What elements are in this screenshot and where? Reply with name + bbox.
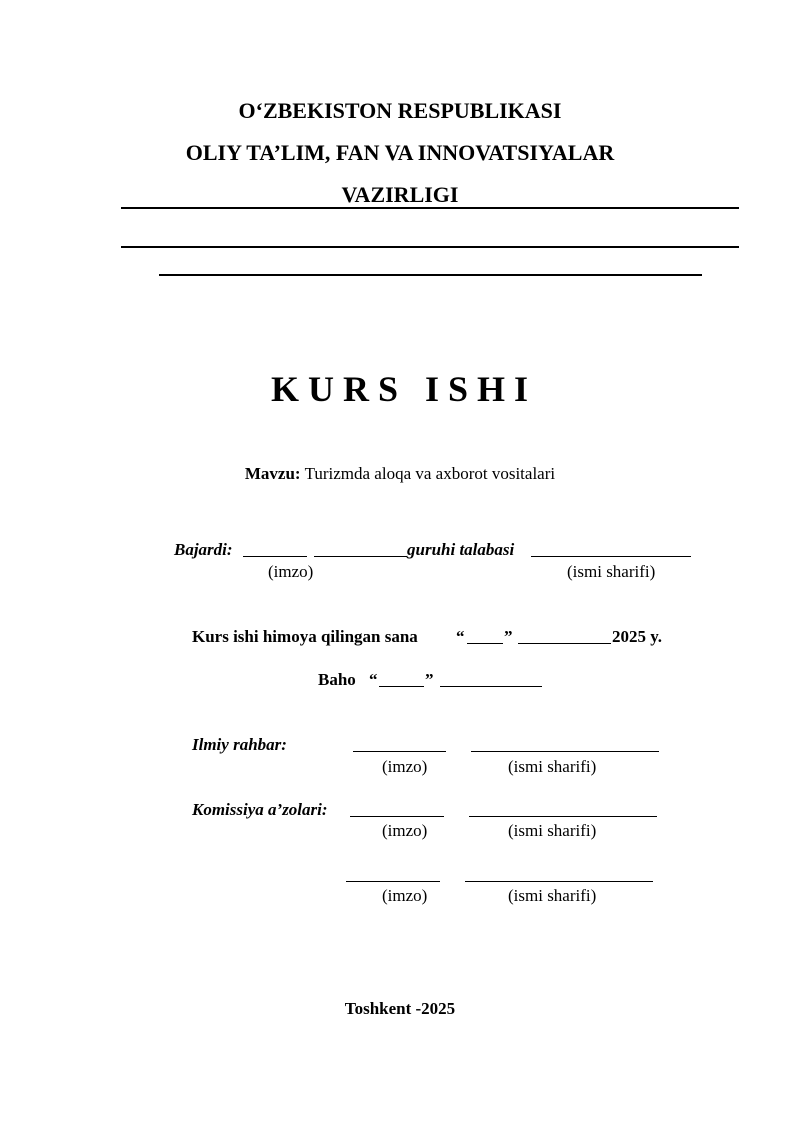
commission-name-blank-1[interactable]: [469, 816, 657, 817]
grade-value-blank[interactable]: [379, 686, 424, 687]
header-rule-1: [121, 207, 739, 209]
topic-value: Turizmda aloqa va axborot vositalari: [304, 464, 556, 483]
header-rule-3: [159, 274, 702, 276]
commission-sign-caption-2: (imzo): [382, 886, 428, 905]
performer-group-text: guruhi talabasi: [407, 540, 515, 559]
performer-sign-caption: (imzo): [268, 562, 314, 581]
commission-sign-caption-1: (imzo): [382, 821, 428, 840]
supervisor-label: Ilmiy rahbar:: [192, 735, 287, 754]
topic-line: [0, 464, 800, 484]
performer-sign-blank[interactable]: [243, 556, 307, 557]
commission-name-caption-2: (ismi sharifi): [508, 886, 597, 905]
performer-label: Bajardi:: [174, 540, 233, 559]
supervisor-name-blank[interactable]: [471, 751, 659, 752]
commission-name-blank-2[interactable]: [465, 881, 653, 882]
supervisor-sign-blank[interactable]: [353, 751, 446, 752]
ministry-line-3: VAZIRLIGI: [341, 182, 459, 207]
performer-group-blank[interactable]: [314, 556, 407, 557]
defense-day-blank[interactable]: [467, 643, 503, 644]
grade-close-quote: ”: [425, 670, 434, 689]
commission-sign-blank-2[interactable]: [346, 881, 440, 882]
grade-open-quote: “: [369, 670, 378, 689]
supervisor-name-caption: (ismi sharifi): [508, 757, 597, 776]
defense-label: Kurs ishi himoya qilingan sana: [192, 627, 418, 646]
commission-sign-blank-1[interactable]: [350, 816, 444, 817]
commission-name-caption-1: (ismi sharifi): [508, 821, 597, 840]
ministry-line-1: O‘ZBEKISTON RESPUBLIKASI: [238, 98, 562, 123]
ministry-line-2: OLIY TA’LIM, FAN VA INNOVATSIYALAR: [185, 140, 615, 165]
header-rule-2: [121, 246, 739, 248]
performer-name-blank[interactable]: [531, 556, 691, 557]
performer-name-caption: (ismi sharifi): [567, 562, 656, 581]
defense-month-blank[interactable]: [518, 643, 611, 644]
supervisor-sign-caption: (imzo): [382, 757, 428, 776]
topic-label: Mavzu:: [244, 464, 301, 483]
grade-label: Baho: [318, 670, 356, 689]
city-year-footer: Toshkent -2025: [344, 999, 456, 1018]
defense-close-quote: ”: [504, 627, 513, 646]
document-title: KURS ISHI: [270, 369, 538, 409]
defense-open-quote: “: [456, 627, 465, 646]
commission-label: Komissiya a’zolari:: [192, 800, 328, 819]
grade-words-blank[interactable]: [440, 686, 542, 687]
defense-year: 2025 y.: [612, 627, 663, 646]
